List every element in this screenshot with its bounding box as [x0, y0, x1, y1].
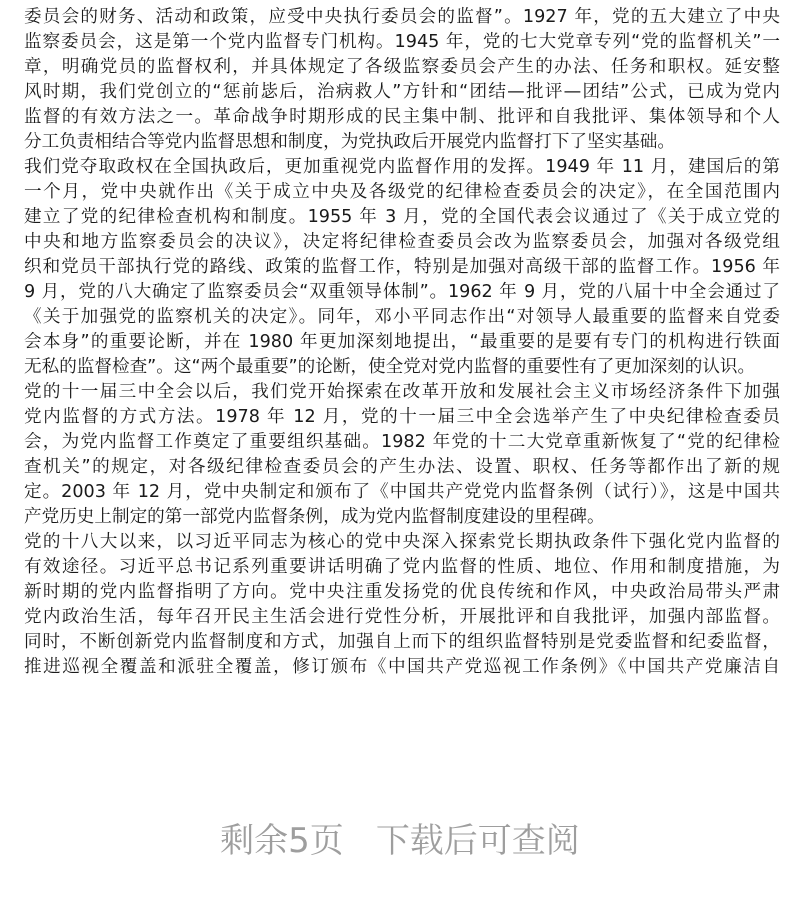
text-line: 党的十一届三中全会以后，我们党开始探索在改革开放和发展社会主义市场经济条件下加强: [24, 382, 780, 402]
document-body: [24, 5, 780, 680]
text-line: 新时期的党内监督指明了方向。党中央注重发扬党的优良传统和作风，中央政治局带头严肃: [24, 582, 780, 602]
text-line: 章，明确党员的监督权利，并具体规定了各级监察委员会产生的办法、任务和职权。延安整: [24, 57, 780, 77]
download-hint-label: 下载后可查阅: [375, 821, 580, 861]
text-line: 党内监督的方式方法。1978 年 12 月，党的十一届三中全会选举产生了中央纪律检查委员: [24, 407, 780, 427]
paragraph: [24, 380, 780, 530]
text-line: 有效途径。习近平总书记系列重要讲话明确了党内监督的性质、地位、作用和制度措施，为: [24, 557, 780, 577]
remaining-pages-label: 剩余5页: [220, 821, 344, 861]
text-line: 党内政治生活，每年召开民主生活会进行党性分析，开展批评和自我批评，加强内部监督。: [24, 607, 780, 627]
text-line: 织和党员干部执行党的路线、政策的监督工作，特别是加强对高级干部的监督工作。1956 年: [24, 257, 780, 277]
download-prompt[interactable]: [0, 818, 800, 864]
text-line: 会，为党内监督工作奠定了重要组织基础。1982 年党的十二大党章重新恢复了“党的纪律检: [24, 432, 780, 452]
text-line: 《关于加强党的监察机关的决定》。同年，邓小平同志作出“对领导人最重要的监督来自党委: [24, 307, 780, 327]
text-line: 会本身”的重要论断，并在 1980 年更加深刻地提出，“最重要的是要有专门的机构进行铁面: [24, 332, 780, 352]
text-line: 分工负责相结合等党内监督思想和制度，为党执政后开展党内监督打下了坚实基础。: [24, 132, 675, 152]
text-line: 无私的监督检查”。这“两个最重要”的论断，使全党对党内监督的重要性有了更加深刻的认识。: [24, 357, 756, 377]
text-line: 中央和地方监察委员会的决议》，决定将纪律检查委员会改为监察委员会，加强对各级党组: [24, 232, 780, 252]
text-line: 监察委员会，这是第一个党内监督专门机构。1945 年，党的七大党章专列“党的监督机关”一: [24, 32, 780, 52]
text-line: 我们党夺取政权在全国执政后，更加重视党内监督作用的发挥。1949 年 11 月，建国后的第: [24, 157, 780, 177]
text-line: 推进巡视全覆盖和派驻全覆盖，修订颁布《中国共产党巡视工作条例》《中国共产党廉洁自: [24, 657, 780, 677]
text-line: 风时期，我们党创立的“惩前毖后，治病救人”方针和“团结—批评—团结”公式，已成为党内: [24, 82, 780, 102]
text-line: 监督的有效方法之一。革命战争时期形成的民主集中制、批评和自我批评、集体领导和个人: [24, 107, 780, 127]
paragraph: [24, 5, 780, 155]
text-line: 定。2003 年 12 月，党中央制定和颁布了《中国共产党党内监督条例（试行）》，这是中国共: [24, 482, 780, 502]
text-line: 同时，不断创新党内监督制度和方式，加强自上而下的组织监督特别是党委监督和纪委监督，: [24, 632, 780, 652]
text-line: 建立了党的纪律检查机构和制度。1955 年 3 月，党的全国代表会议通过了《关于成立党的: [24, 207, 780, 227]
text-line: 一个月，党中央就作出《关于成立中央及各级党的纪律检查委员会的决定》，在全国范围内: [24, 182, 780, 202]
text-line: 党的十八大以来，以习近平同志为核心的党中央深入探索党长期执政条件下强化党内监督的: [24, 532, 780, 552]
text-line: 9 月，党的八大确定了监察委员会“双重领导体制”。1962 年 9 月，党的八届十中全会通过了: [24, 282, 780, 302]
paragraph: [24, 530, 780, 680]
text-line: 委员会的财务、活动和政策，应受中央执行委员会的监督”。1927 年，党的五大建立了中央: [24, 7, 780, 27]
paragraph: [24, 155, 780, 380]
text-line: 产党历史上制定的第一部党内监督条例，成为党内监督制度建设的里程碑。: [24, 507, 605, 527]
text-line: 查机关”的规定，对各级纪律检查委员会的产生办法、设置、职权、任务等都作出了新的规: [24, 457, 780, 477]
